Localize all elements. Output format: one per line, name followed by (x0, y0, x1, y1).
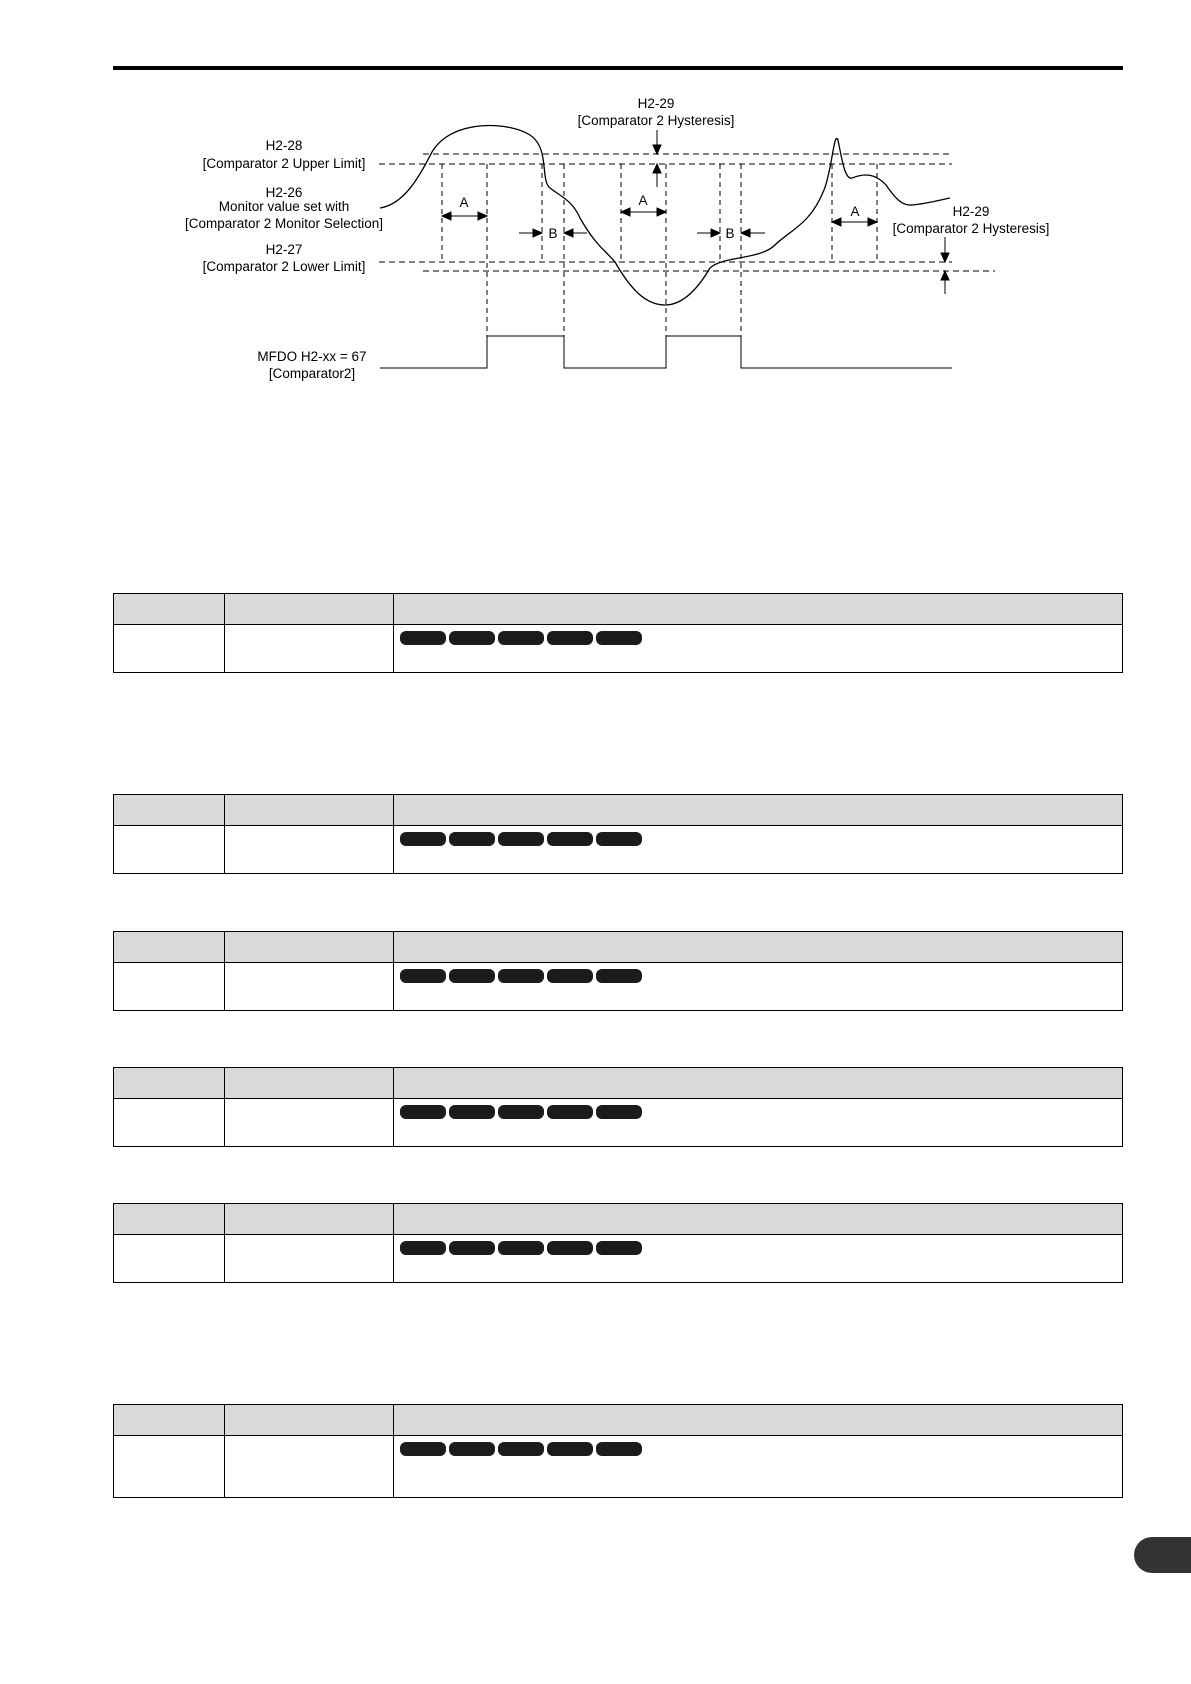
control-mode-badge (400, 1241, 446, 1255)
label-h2-28: H2-28 (265, 138, 303, 153)
cell-name (225, 625, 394, 673)
label-lower-limit: [Comparator 2 Lower Limit] (202, 259, 366, 274)
col-header-no (114, 1405, 225, 1436)
cell-name (225, 1436, 394, 1498)
control-mode-badge (596, 631, 642, 645)
control-mode-badges (394, 826, 1122, 846)
control-mode-badge (498, 969, 544, 983)
cell-no (114, 826, 225, 874)
label-upper-limit: [Comparator 2 Upper Limit] (202, 156, 366, 171)
col-header-no (114, 795, 225, 826)
cell-name (225, 963, 394, 1011)
cell-no (114, 963, 225, 1011)
label-mfdo: MFDO H2-xx = 67 (257, 349, 367, 364)
col-header-no (114, 594, 225, 625)
cell-description (394, 625, 1123, 673)
marker-b-1: B (548, 226, 558, 241)
control-mode-badge (547, 631, 593, 645)
control-mode-badge (449, 969, 495, 983)
control-mode-badges (394, 1436, 1122, 1456)
col-header-description (394, 932, 1123, 963)
cell-description (394, 826, 1123, 874)
control-mode-badge (449, 1442, 495, 1456)
control-mode-badge (449, 631, 495, 645)
label-h2-27: H2-27 (265, 242, 303, 257)
cell-no (114, 625, 225, 673)
col-header-description (394, 1068, 1123, 1099)
col-header-no (114, 932, 225, 963)
limit-lines (379, 154, 995, 271)
control-mode-badge (400, 969, 446, 983)
control-mode-badge (400, 1105, 446, 1119)
mfdo-output-waveform (380, 336, 952, 368)
col-header-description (394, 795, 1123, 826)
control-mode-badges (394, 1235, 1122, 1255)
cell-no (114, 1235, 225, 1283)
marker-b-2: B (725, 226, 735, 241)
cell-description (394, 1235, 1123, 1283)
col-header-no (114, 1204, 225, 1235)
col-header-name (225, 1204, 394, 1235)
control-mode-badge (547, 1105, 593, 1119)
control-mode-badge (400, 832, 446, 846)
col-header-name (225, 795, 394, 826)
label-comparator2: [Comparator2] (268, 366, 356, 381)
control-mode-badge (596, 832, 642, 846)
control-mode-badge (547, 969, 593, 983)
control-mode-badge (547, 1442, 593, 1456)
control-mode-badge (498, 631, 544, 645)
control-mode-badge (400, 631, 446, 645)
label-monitor-selection: [Comparator 2 Monitor Selection] (184, 216, 384, 231)
control-mode-badge (498, 1105, 544, 1119)
marker-a-1: A (459, 195, 469, 210)
label-monitor-value: Monitor value set with (218, 199, 350, 214)
marker-a-3: A (850, 204, 860, 219)
parameter-table-6 (113, 1404, 1123, 1498)
cell-no (114, 1099, 225, 1147)
cell-description (394, 1436, 1123, 1498)
control-mode-badge (498, 1241, 544, 1255)
control-mode-badge (449, 1241, 495, 1255)
col-header-name (225, 594, 394, 625)
cell-no (114, 1436, 225, 1498)
parameter-table-4 (113, 1067, 1123, 1147)
label-hysteresis-right: [Comparator 2 Hysteresis] (892, 221, 1050, 236)
timing-markers (442, 164, 877, 336)
col-header-name (225, 932, 394, 963)
control-mode-badge (596, 1105, 642, 1119)
control-mode-badge (547, 1241, 593, 1255)
cell-name (225, 826, 394, 874)
control-mode-badge (498, 832, 544, 846)
cell-description (394, 963, 1123, 1011)
col-header-description (394, 1405, 1123, 1436)
control-mode-badge (596, 1442, 642, 1456)
hysteresis-arrows (653, 130, 949, 294)
col-header-name (225, 1405, 394, 1436)
control-mode-badges (394, 1099, 1122, 1119)
label-h2-29-right: H2-29 (952, 204, 990, 219)
cell-name (225, 1235, 394, 1283)
parameter-table-5 (113, 1203, 1123, 1283)
cell-description (394, 1099, 1123, 1147)
control-mode-badge (400, 1442, 446, 1456)
marker-a-2: A (638, 193, 648, 208)
label-h2-29-top: H2-29 (637, 96, 675, 111)
chapter-side-tab (1134, 1537, 1191, 1573)
parameter-table-3 (113, 931, 1123, 1011)
control-mode-badge (498, 1442, 544, 1456)
control-mode-badge (596, 969, 642, 983)
label-h2-26: H2-26 (265, 185, 303, 200)
parameter-table-2 (113, 794, 1123, 874)
comparator-2-timing-diagram (0, 0, 1191, 420)
col-header-description (394, 1204, 1123, 1235)
control-mode-badge (449, 1105, 495, 1119)
cell-name (225, 1099, 394, 1147)
control-mode-badge (547, 832, 593, 846)
label-hysteresis-top: [Comparator 2 Hysteresis] (577, 113, 735, 128)
control-mode-badges (394, 625, 1122, 645)
col-header-description (394, 594, 1123, 625)
monitor-signal-curve (380, 126, 950, 305)
control-mode-badges (394, 963, 1122, 983)
control-mode-badge (596, 1241, 642, 1255)
control-mode-badge (449, 832, 495, 846)
col-header-name (225, 1068, 394, 1099)
col-header-no (114, 1068, 225, 1099)
parameter-table-1 (113, 593, 1123, 673)
